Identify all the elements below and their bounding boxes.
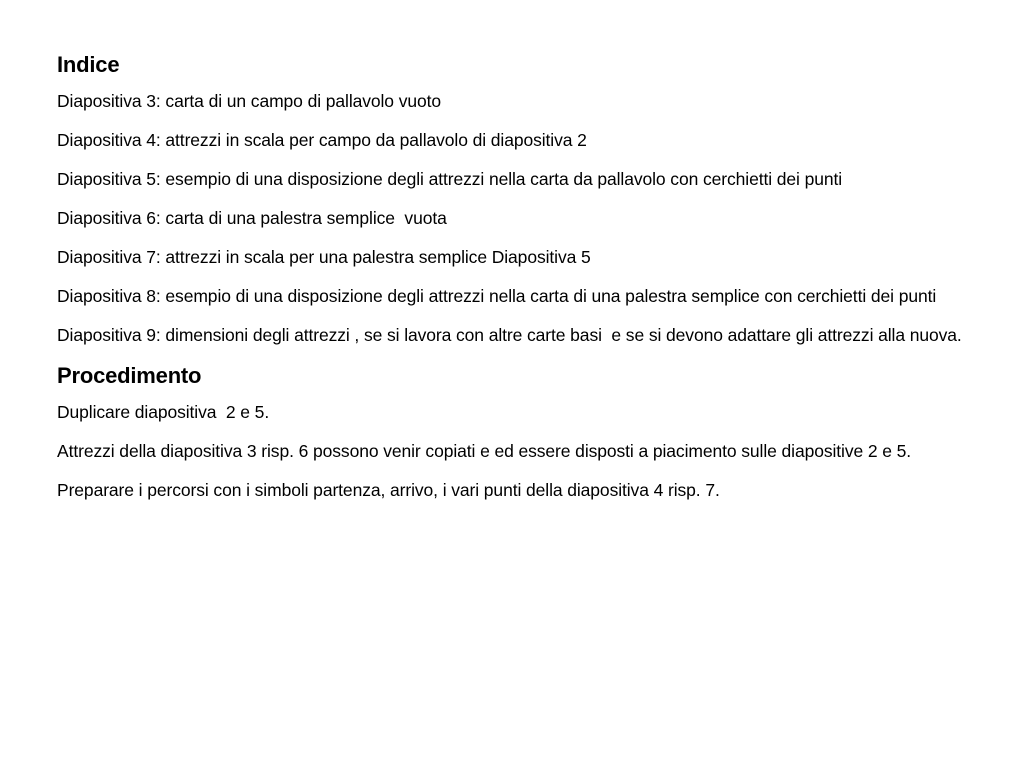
procedure-step-copy-equipment: Attrezzi della diapositiva 3 risp. 6 possono venir copiati e ed essere disposti a piacimento sulle diapositive 2 e 5.: [57, 441, 912, 461]
index-item-slide-5: Diapositiva 5: esempio di una disposizione degli attrezzi nella carta da pallavolo con cerchietti dei punti: [57, 169, 843, 189]
procedure-heading: Procedimento: [57, 363, 202, 388]
index-item-slide-9: Diapositiva 9: dimensioni degli attrezzi , se si lavora con altre carte basi e se si devono adattare gli attrezzi alla nuova.: [57, 325, 962, 345]
index-item-slide-6: Diapositiva 6: carta di una palestra semplice vuota: [57, 208, 447, 228]
index-item-slide-4: Diapositiva 4: attrezzi in scala per campo da pallavolo di diapositiva 2: [57, 130, 587, 150]
index-item-slide-8: Diapositiva 8: esempio di una disposizione degli attrezzi nella carta di una palestra semplice con cerchietti dei punti: [57, 286, 937, 306]
procedure-step-prepare-routes: Preparare i percorsi con i simboli partenza, arrivo, i vari punti della diapositiva 4 risp. 7.: [57, 480, 720, 500]
index-item-slide-3: Diapositiva 3: carta di un campo di pallavolo vuoto: [57, 91, 442, 111]
slide-content: [57, 50, 977, 516]
procedure-step-duplicate: Duplicare diapositiva 2 e 5.: [57, 402, 270, 422]
index-heading: Indice: [57, 52, 120, 77]
index-item-slide-7: Diapositiva 7: attrezzi in scala per una palestra semplice Diapositiva 5: [57, 247, 591, 267]
